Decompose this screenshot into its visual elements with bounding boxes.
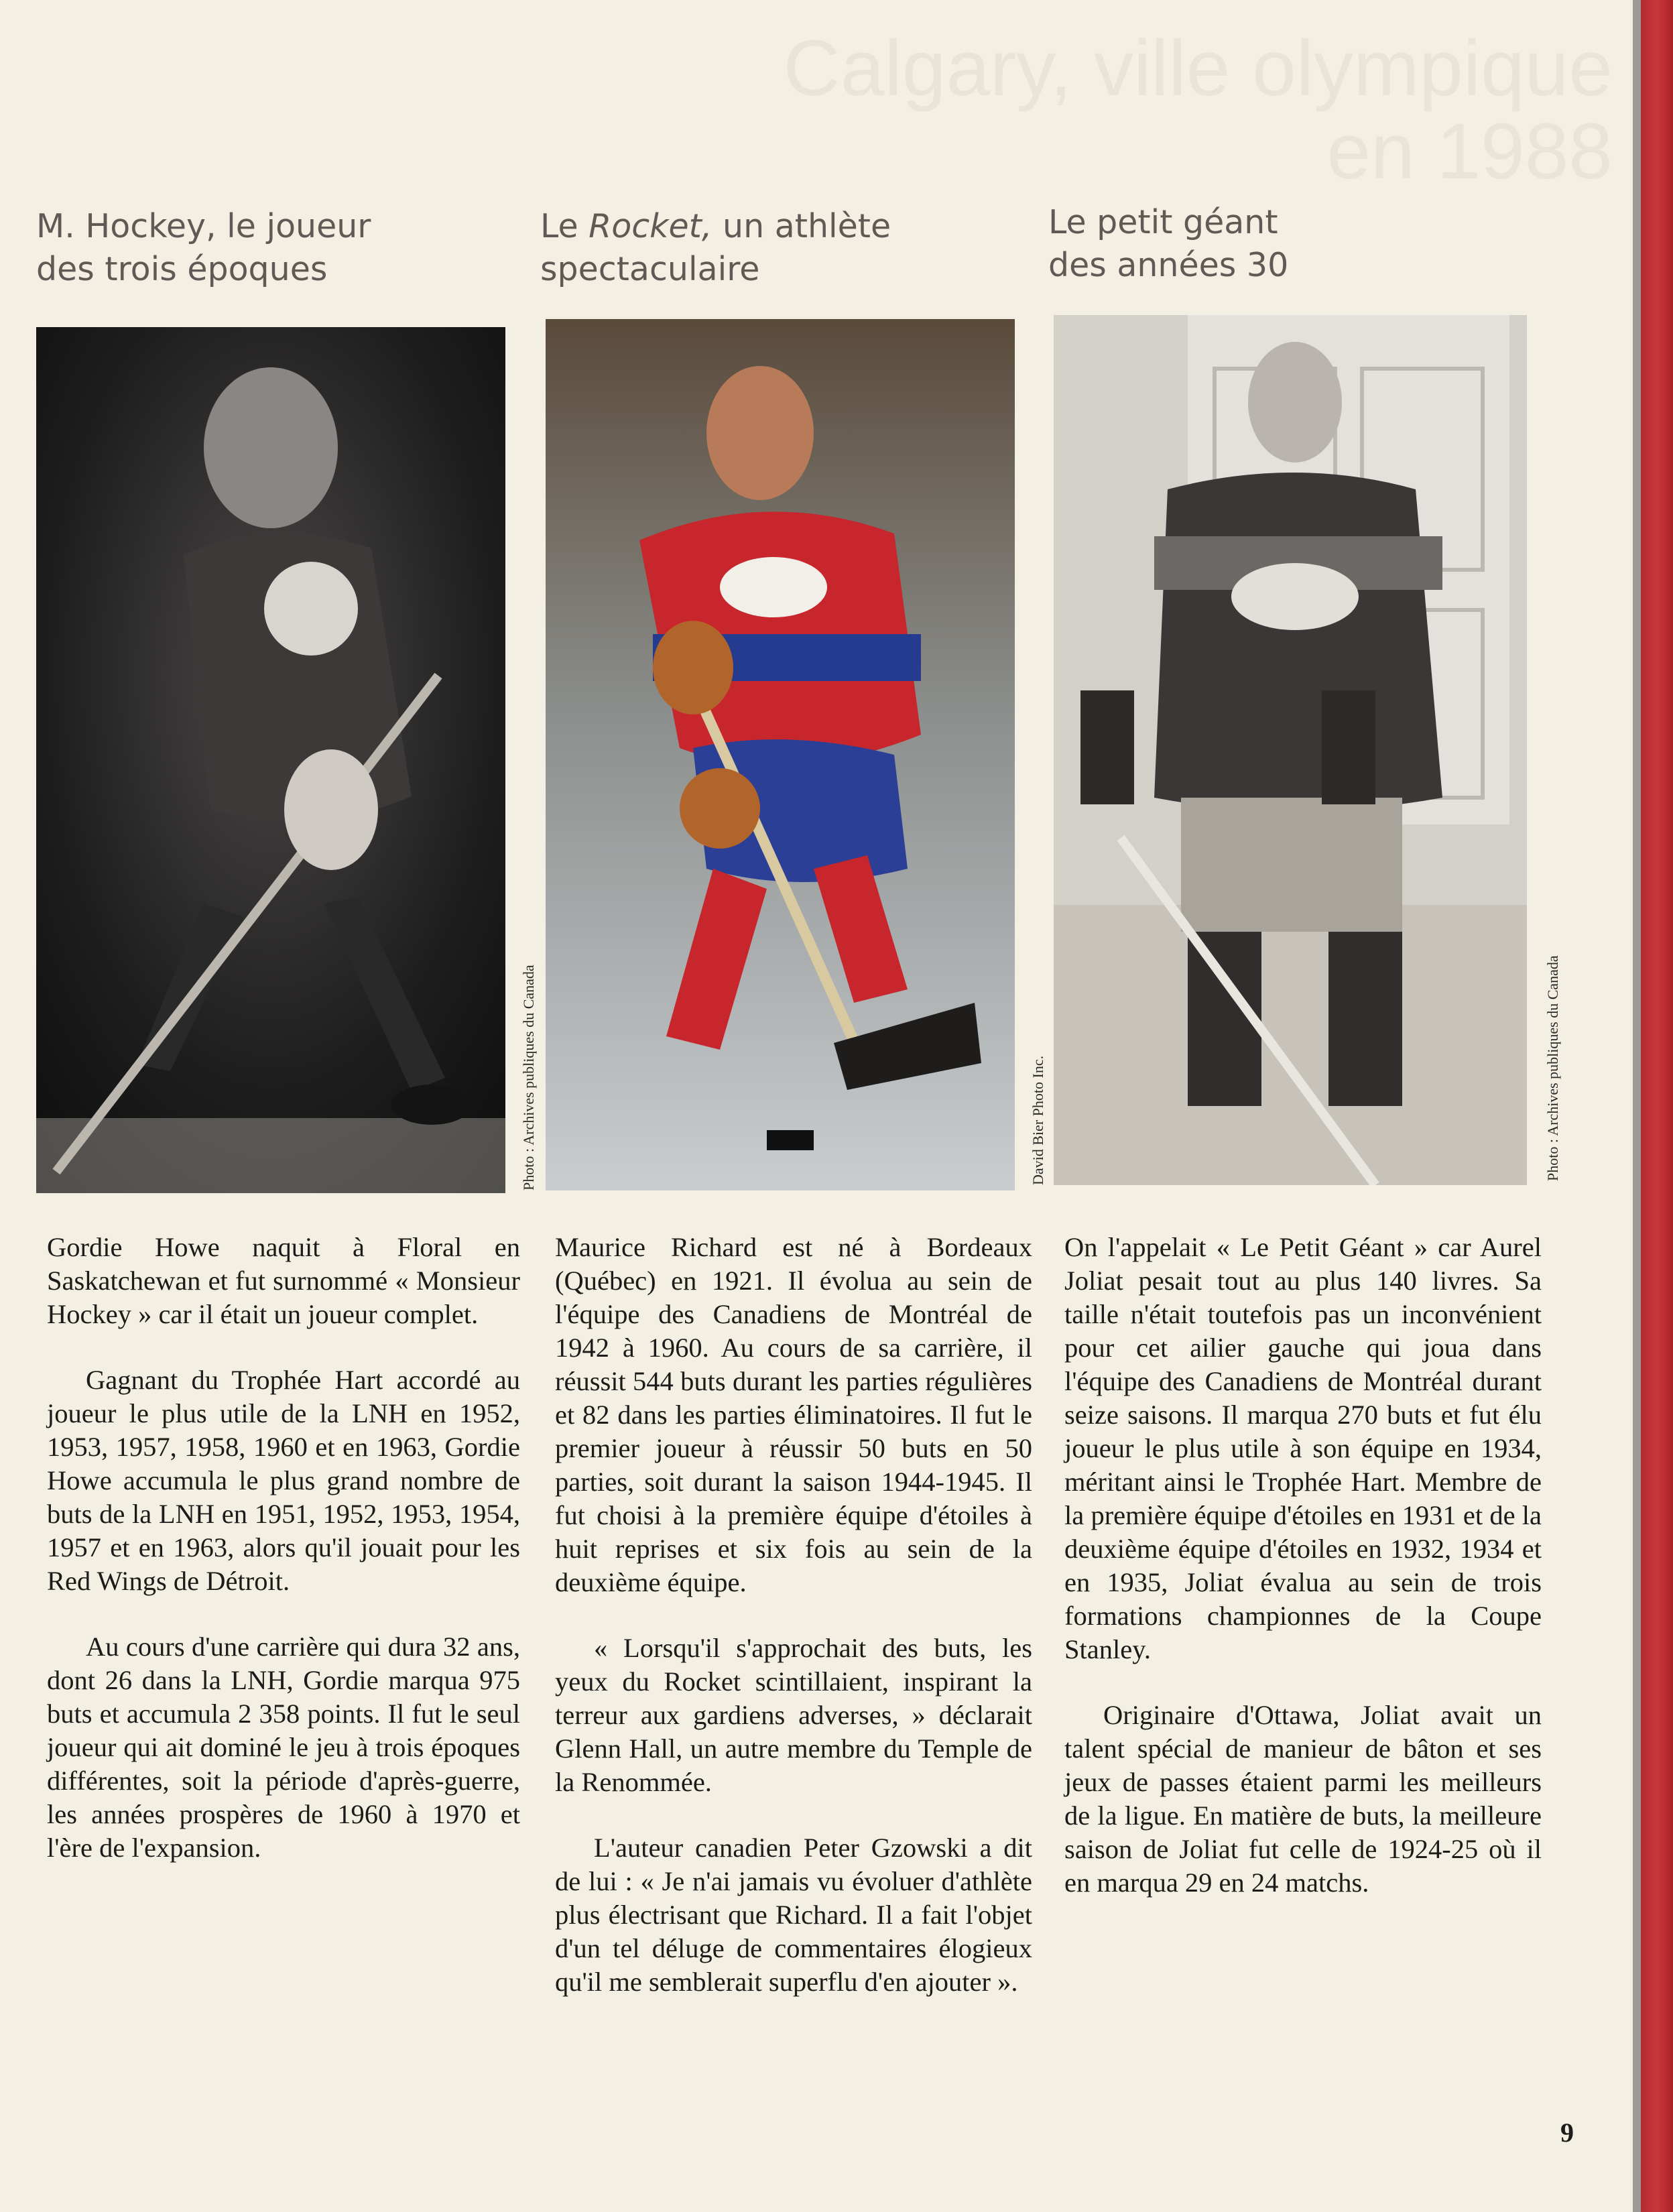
- page-edge-red-band: [1641, 0, 1673, 2212]
- column-2-paragraph-3: L'auteur canadien Peter Gzowski a dit de lui : « Je n'ai jamais vu évoluer d'athlète plus électrisant que Richard. Il a fait l'objet d'un tel déluge de commentaires élogieux qu'il me semblerait superflu d'en ajouter ».: [555, 1833, 1032, 1997]
- column-3-title-line-2: des années 30: [1048, 246, 1289, 284]
- column-1-paragraph-2: Gagnant du Trophée Hart accordé au joueur le plus utile de la LNH en 1952, 1953, 1957, 1958, 1960 et en 1963, Gordie Howe accumula le plus grand nombre de buts de la LNH en 1951, 1952, 1953, 1954, 1957 et en 1963, alors qu'il jouait pour les Red Wings de Détroit.: [47, 1365, 520, 1596]
- photo-credit-2: David Bier Photo Inc.: [1030, 1055, 1046, 1185]
- page-edge: [1633, 0, 1641, 2212]
- show-through-heading: [783, 24, 1613, 196]
- column-1-text: [47, 1231, 520, 1897]
- gordie-howe-photo-image: [36, 327, 505, 1193]
- maurice-richard-painting-image: [546, 319, 1015, 1190]
- column-2-title: [540, 205, 1009, 291]
- show-through-line-1: Calgary, ville olympique: [783, 24, 1613, 113]
- column-3-title-line-1: Le petit géant: [1048, 203, 1278, 241]
- photo-maurice-richard: [546, 319, 1015, 1190]
- photo-gordie-howe: [36, 327, 505, 1193]
- column-1-paragraph-1: Gordie Howe naquit à Floral en Saskatchewan et fut surnommé « Monsieur Hockey » car il était un joueur complet.: [47, 1232, 520, 1329]
- column-2-title-line-2: spectaculaire: [540, 250, 760, 288]
- column-2-paragraph-1: Maurice Richard est né à Bordeaux (Québec) en 1921. Il évolua au sein de l'équipe des Canadiens de Montréal de 1942 à 1960. Au cours de sa carrière, il réussit 544 buts durant les parties régulières et 82 dans les parties éliminatoires. Il fut le premier joueur à réussir 50 buts en 50 parties, soit durant la saison 1944-1945. Il fut choisi à la première équipe d'étoiles à huit reprises et six fois au sein de la deuxième équipe.: [555, 1232, 1032, 1597]
- column-3-title: [1048, 201, 1517, 287]
- page-number: 9: [1560, 2117, 1574, 2148]
- column-3-paragraph-1: On l'appelait « Le Petit Géant » car Aurel Joliat pesait tout au plus 140 livres. Sa taille n'était toutefois pas un inconvénient pour cet ailier gauche qui joua dans l'équipe des Canadiens de Montréal durant seize saisons. Il marqua 270 buts et fut élu joueur le plus utile à son équipe en 1934, méritant ainsi le Trophée Hart. Membre de la première équipe d'étoiles en 1931 et de la deuxième équipe d'étoiles en 1932, 1934 et en 1935, Joliat évalua au sein de trois formations championnes de la Coupe Stanley.: [1064, 1232, 1542, 1664]
- column-1-title: [36, 205, 505, 291]
- column-3-paragraph-2: Originaire d'Ottawa, Joliat avait un talent spécial de manieur de bâton et ses jeux de passes étaient parmi les meilleurs de la ligue. En matière de buts, la meilleure saison de Joliat fut celle de 1924-25 où il en marqua 29 en 24 matchs.: [1064, 1700, 1542, 1898]
- column-1-title-line-2: des trois époques: [36, 250, 328, 288]
- column-3-text: [1064, 1231, 1542, 1932]
- photo-aurel-joliat: [1054, 315, 1527, 1185]
- photo-credit-1: Photo : Archives publiques du Canada: [520, 965, 537, 1190]
- column-1-paragraph-3: Au cours d'une carrière qui dura 32 ans, dont 26 dans la LNH, Gordie marqua 975 buts et accumula 2 358 points. Il fut le seul joueur qui ait dominé le jeu à trois époques différentes, soit la période d'après-guerre, les années prospères de 1960 à 1970 et l'ère de l'expansion.: [47, 1632, 520, 1863]
- show-through-line-2: en 1988: [1326, 107, 1613, 196]
- column-1-title-line-1: M. Hockey, le joueur: [36, 207, 371, 245]
- aurel-joliat-photo-image: [1054, 315, 1527, 1185]
- column-2-text: [555, 1231, 1032, 2031]
- column-2-paragraph-2: « Lorsqu'il s'approchait des buts, les yeux du Rocket scintillaient, inspirant la terreur aux gardiens adverses, » déclarait Glenn Hall, un autre membre du Temple de la Renommée.: [555, 1633, 1032, 1797]
- column-2-title-line-1: Le Rocket, un athlète: [540, 207, 891, 245]
- photo-credit-3: Photo : Archives publiques du Canada: [1544, 955, 1561, 1181]
- rocket-italic: Rocket,: [588, 207, 712, 245]
